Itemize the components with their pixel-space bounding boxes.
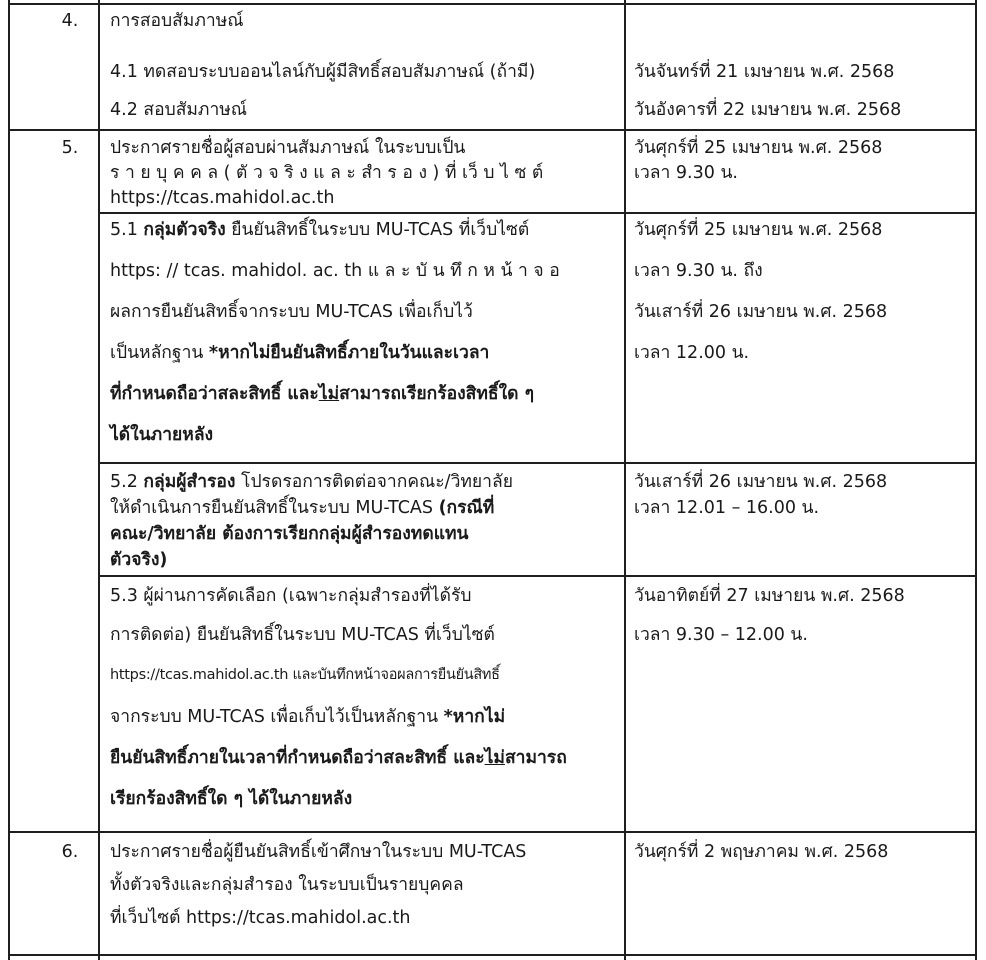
bold-text: *หากไม่ bbox=[443, 707, 506, 727]
text-segment: สามารถเรียกร้องสิทธิ์ใด ๆ bbox=[339, 384, 534, 404]
row-date-line: เวลา 12.00 น. bbox=[634, 343, 750, 363]
row-divider bbox=[98, 575, 977, 577]
subitem-description-line: ตัวจริง) bbox=[110, 550, 168, 570]
row-number: 4. bbox=[61, 11, 79, 31]
row-divider bbox=[8, 831, 977, 833]
table-border-left bbox=[8, 0, 10, 960]
row-date-line: เวลา 9.30 – 12.00 น. bbox=[634, 625, 808, 645]
text-segment: 5.2 bbox=[110, 472, 144, 492]
row-description-line: ทั้งตัวจริงและกลุ่มสำรอง ในระบบเป็นรายบุคคล bbox=[110, 875, 464, 895]
subitem-description-line bbox=[110, 217, 529, 243]
subitem-description: 4.2 สอบสัมภาษณ์ bbox=[110, 100, 248, 120]
row-description-line: ร า ย บุ ค ค ล ( ตั ว จ ริ ง แ ล ะ สำ ร อ ง ) ที่ เว็ บ ไ ซ ต์ bbox=[110, 163, 544, 183]
row-description-line: https://tcas.mahidol.ac.th bbox=[110, 188, 335, 208]
underlined-text: ไม่ bbox=[484, 748, 505, 768]
row-date-line: วันอาทิตย์ที่ 27 เมษายน พ.ศ. 2568 bbox=[634, 586, 905, 606]
table-column-divider-2 bbox=[624, 0, 626, 960]
text-segment: จากระบบ MU-TCAS เพื่อเก็บไว้เป็นหลักฐาน bbox=[110, 707, 444, 727]
text-segment: โปรดรอการติดต่อจากคณะ/วิทยาลัย bbox=[235, 472, 513, 492]
subitem-description-line bbox=[110, 340, 489, 366]
text-segment: ให้ดำเนินการยืนยันสิทธิ์ในระบบ MU-TCAS bbox=[110, 498, 439, 518]
row-divider bbox=[8, 129, 977, 131]
subitem-description-line bbox=[110, 495, 494, 521]
subitem-description-line: คณะ/วิทยาลัย ต้องการเรียกกลุ่มผู้สำรองทดแทน bbox=[110, 524, 469, 544]
row-date-line: เวลา 9.30 น. ถึง bbox=[634, 261, 763, 281]
subitem-date: วันจันทร์ที่ 21 เมษายน พ.ศ. 2568 bbox=[634, 62, 895, 82]
table-border-right bbox=[975, 0, 977, 960]
subitem-description-line: 5.3 ผู้ผ่านการคัดเลือก (เฉพาะกลุ่มสำรองที่ได้รับ bbox=[110, 586, 472, 606]
subitem-description-line: ผลการยืนยันสิทธิ์จากระบบ MU-TCAS เพื่อเก็บไว้ bbox=[110, 302, 473, 322]
text-segment: ยืนยันสิทธิ์ภายในเวลาที่กำหนดถือว่าสละสิทธิ์ และ bbox=[110, 748, 485, 768]
subitem-description-line bbox=[110, 381, 534, 407]
row-date-line: วันศุกร์ที่ 25 เมษายน พ.ศ. 2568 bbox=[634, 138, 883, 158]
bold-text: *หากไม่ยืนยันสิทธิ์ภายในวันและเวลา bbox=[208, 343, 490, 363]
row-divider bbox=[8, 3, 977, 5]
text-segment: 5.1 bbox=[110, 220, 144, 240]
subitem-description-line: เรียกร้องสิทธิ์ใด ๆ ได้ในภายหลัง bbox=[110, 789, 353, 809]
subitem-description-line: ได้ในภายหลัง bbox=[110, 425, 214, 445]
row-date-line: วันศุกร์ที่ 2 พฤษภาคม พ.ศ. 2568 bbox=[634, 842, 889, 862]
bold-text: กลุ่มตัวจริง bbox=[143, 220, 226, 240]
row-divider bbox=[98, 212, 977, 214]
subitem-description-line: https: // tcas. mahidol. ac. th แ ล ะ บั น ทึ ก ห น้ า จ อ bbox=[110, 261, 560, 281]
row-description-line: ประกาศรายชื่อผู้ยืนยันสิทธิ์เข้าศึกษาในระบบ MU-TCAS bbox=[110, 842, 527, 862]
subitem-date: วันอังคารที่ 22 เมษายน พ.ศ. 2568 bbox=[634, 100, 902, 120]
bold-text: (กรณีที่ bbox=[438, 498, 495, 518]
row-divider bbox=[8, 954, 977, 956]
row-title: การสอบสัมภาษณ์ bbox=[110, 11, 244, 31]
underlined-text: ไม่ bbox=[318, 384, 340, 404]
row-date-line: เวลา 9.30 น. bbox=[634, 163, 738, 183]
row-description-line: ประกาศรายชื่อผู้สอบผ่านสัมภาษณ์ ในระบบเป็น bbox=[110, 138, 466, 158]
text-segment: ที่กำหนดถือว่าสละสิทธิ์ และ bbox=[110, 384, 319, 404]
row-description-line: ที่เว็บไซต์ https://tcas.mahidol.ac.th bbox=[110, 908, 411, 928]
row-divider bbox=[98, 462, 977, 464]
subitem-description-line: การติดต่อ) ยืนยันสิทธิ์ในระบบ MU-TCAS ที่เว็บไซต์ bbox=[110, 625, 495, 645]
row-number: 6. bbox=[61, 842, 79, 862]
subitem-description-line bbox=[110, 745, 567, 771]
subitem-description-line bbox=[110, 469, 513, 495]
text-segment: เป็นหลักฐาน bbox=[110, 343, 209, 363]
bold-text: กลุ่มผู้สำรอง bbox=[143, 472, 236, 492]
row-date-line: วันศุกร์ที่ 25 เมษายน พ.ศ. 2568 bbox=[634, 220, 883, 240]
subitem-description: 4.1 ทดสอบระบบออนไลน์กับผู้มีสิทธิ์สอบสัมภาษณ์ (ถ้ามี) bbox=[110, 62, 536, 82]
text-segment: ยืนยันสิทธิ์ในระบบ MU-TCAS ที่เว็บไซต์ bbox=[225, 220, 530, 240]
row-date-line: เวลา 12.01 – 16.00 น. bbox=[634, 498, 820, 518]
subitem-description-line bbox=[110, 704, 505, 730]
row-date-line: วันเสาร์ที่ 26 เมษายน พ.ศ. 2568 bbox=[634, 302, 888, 322]
text-segment: สามารถ bbox=[504, 748, 567, 768]
row-number: 5. bbox=[61, 138, 79, 158]
row-date-line: วันเสาร์ที่ 26 เมษายน พ.ศ. 2568 bbox=[634, 472, 888, 492]
subitem-description-line: https://tcas.mahidol.ac.th และบันทึกหน้าจอผลการยืนยันสิทธิ์ bbox=[110, 667, 500, 683]
